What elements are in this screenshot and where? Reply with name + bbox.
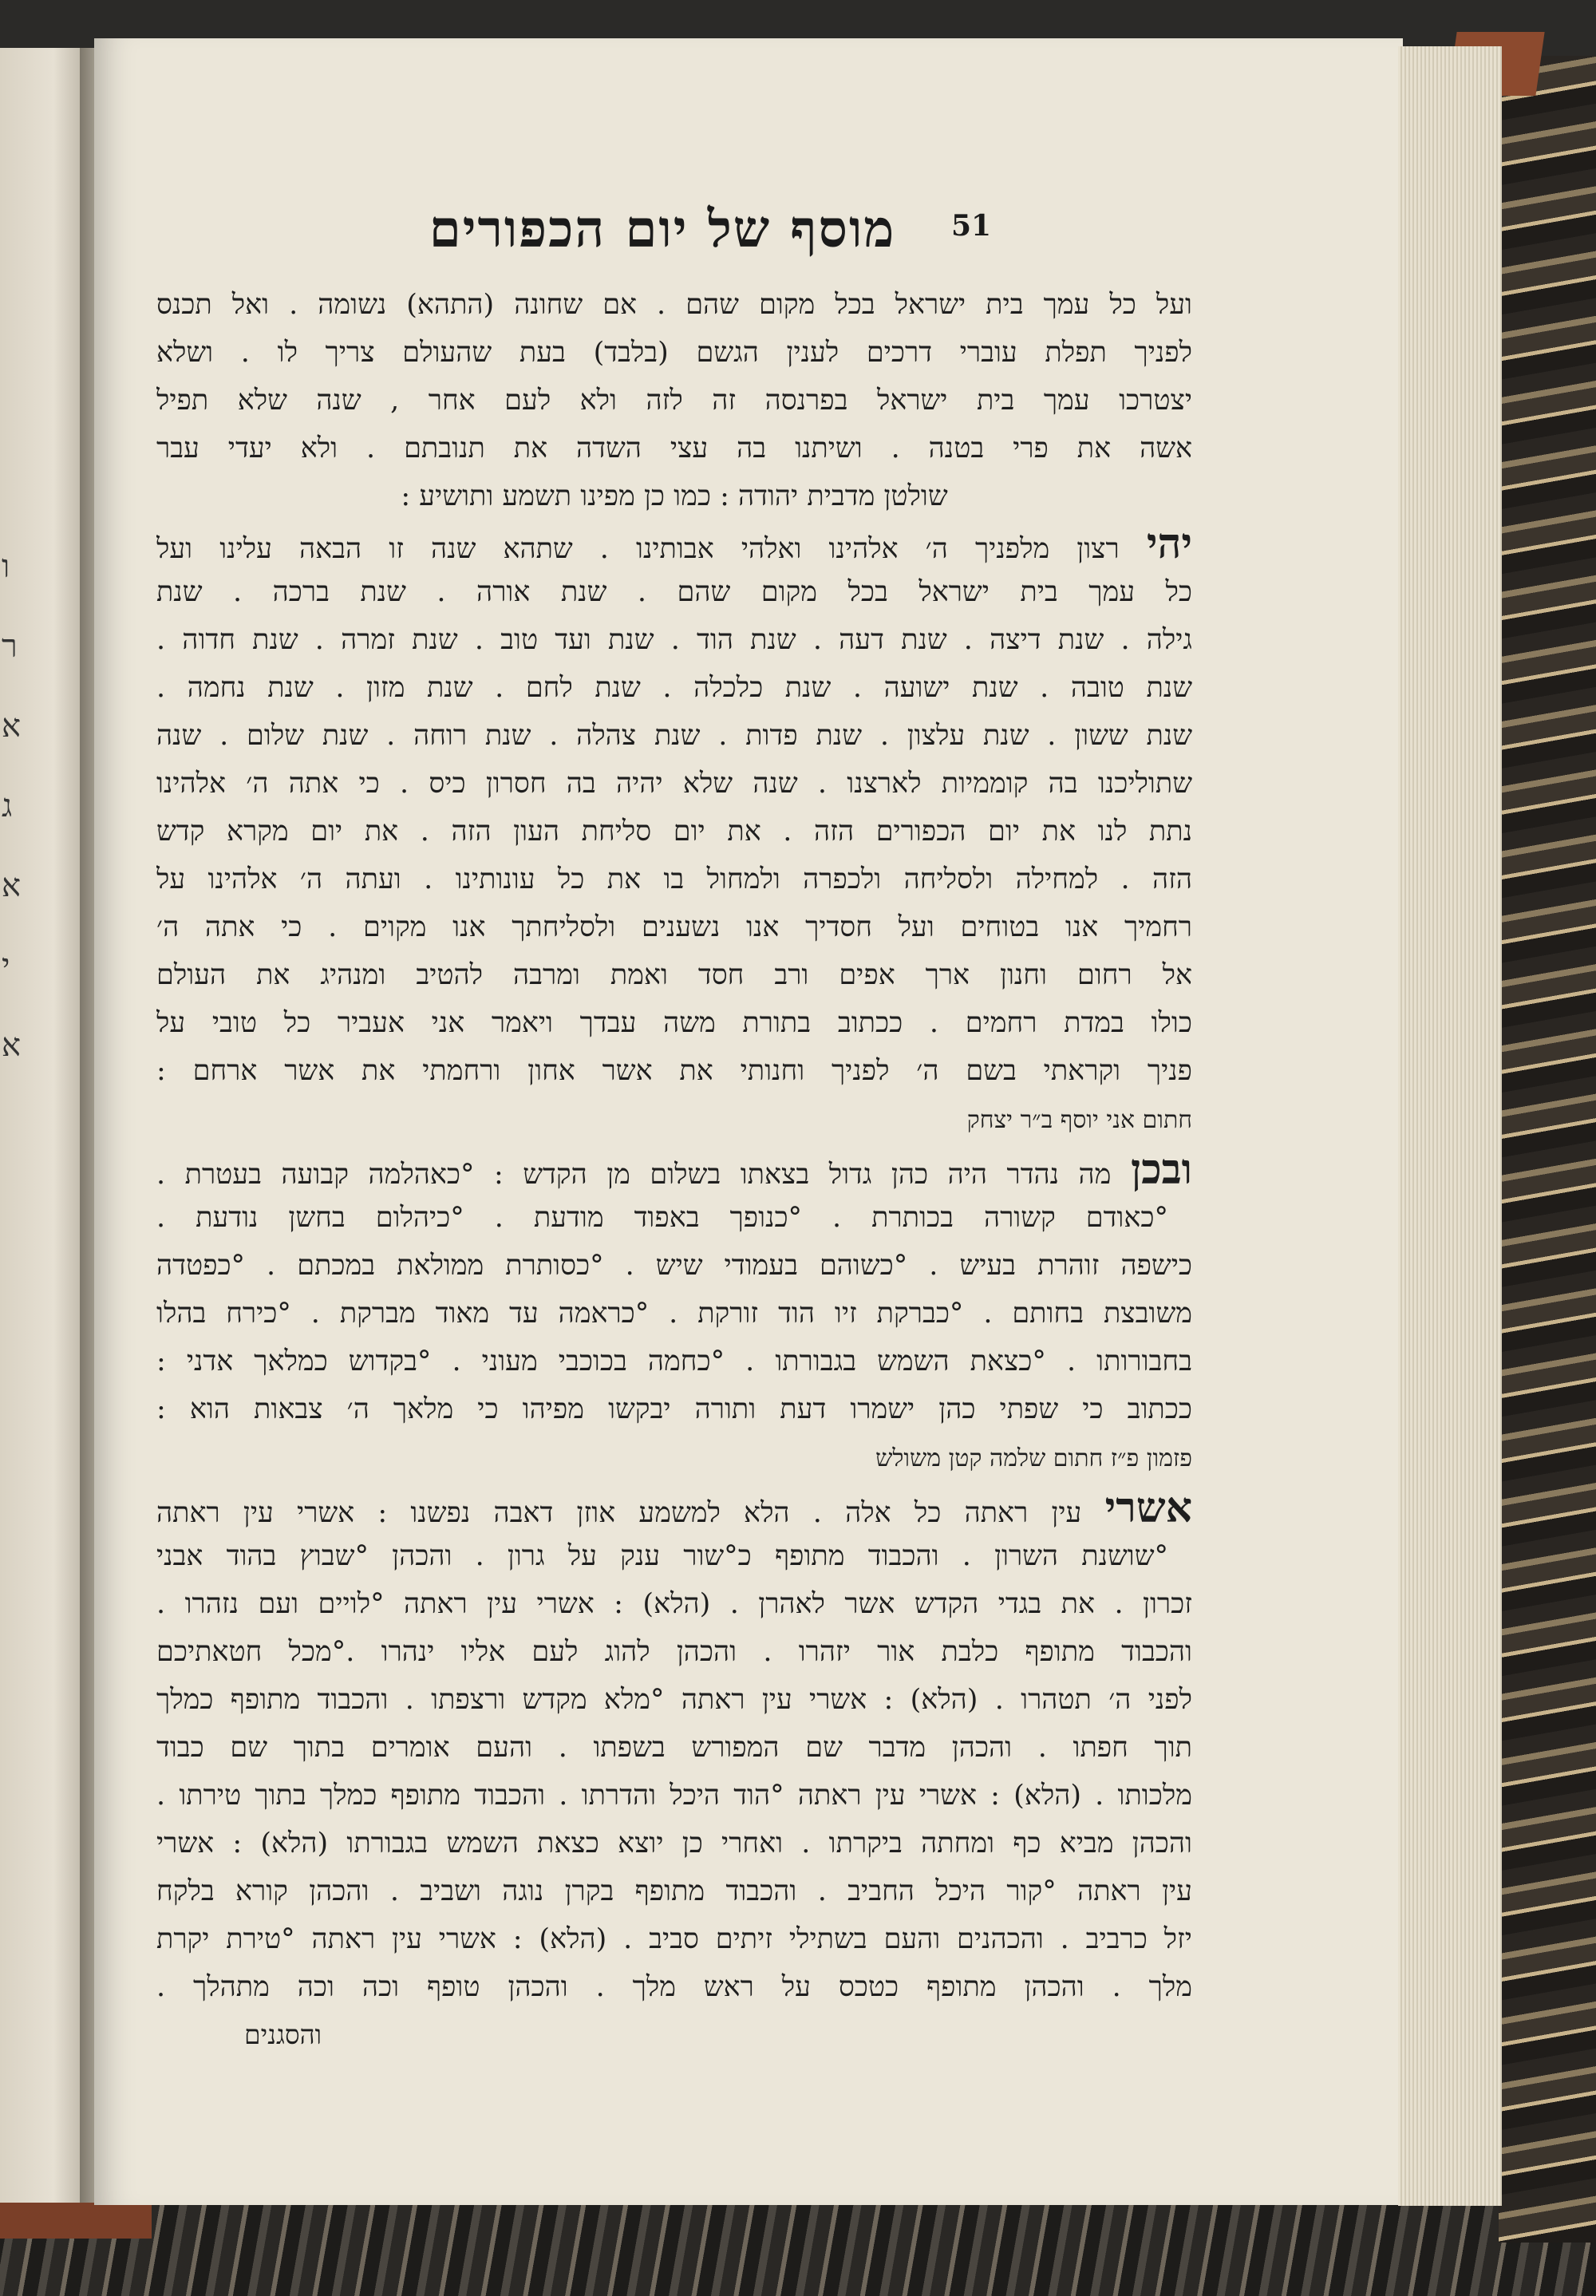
text-line: °כאודם קשורה בכותרת . °כנופך באפוד מודעת . °כיהלום בחשן נודעת . (156, 1202, 1168, 1234)
text-line: שנת ששון . שנת עלצון . שנת פדות . שנת צהלה . שנת רוחה . שנת שלום . שנה (156, 720, 1192, 752)
text-line: רחמיך אנו בטוחים ועל חסדיך אנו נשענים ולסליחתך אנו מקוים . כי אתה ה׳ (156, 911, 1192, 943)
text-line: זכרון . את בגדי הקדש אשר לאהרן . (הלא) : אשרי עין ראתה °לויים ועם נזהרו . (156, 1588, 1192, 1620)
text-line: גילה . שנת דיצה . שנת דעה . שנת הוד . שנת ועד טוב . שנת זמרה . שנת חדוה . (156, 624, 1192, 656)
section-label: חתום אני יוסף ב״ר יצחק (966, 1106, 1192, 1134)
text-line: ככתוב כי שפתי כהן ישמרו דעת ותורה יבקשו מפיהו כי מלאך ה׳ צבאות הוא : (156, 1393, 1192, 1425)
left-edge-glyph: ג (2, 788, 13, 824)
left-edge-glyph: א (2, 708, 22, 745)
left-edge-glyph: י (2, 947, 10, 984)
text-line: אל רחום וחנון ארך אפים ורב חסד ואמת ומרבה להטיב ומנהיג את העולם (156, 959, 1192, 991)
text-line: פניך וקראתי בשם ה׳ לפניך וחנותי את אשר אחון ורחמתי את אשר ארחם : (156, 1055, 1192, 1087)
left-page-edge-text (2, 527, 22, 1085)
text-line: תוך חפתו . והכהן מדבר שם המפורש בשפתו . והעם אומרים בתוך שם כבוד (156, 1732, 1192, 1764)
left-edge-glyph: א (2, 1027, 22, 1064)
initial-word: יהי (1146, 520, 1192, 568)
text-line: °שושנת השרון . והכבוד מתופף כ°שור ענק על גרון . והכהן °שבוץ בהוד אבני (156, 1540, 1168, 1572)
text-line: הזה . למחילה ולסליחה ולכפרה ולמחול בו את כל עונותינו . ועתה ה׳ אלהינו על (156, 863, 1192, 895)
text-line: מלכותו . (הלא) : אשרי עין ראתה °הוד היכל והדרתו . והכבוד מתופף כמלך בתוך טירתו . (156, 1780, 1192, 1812)
text-line: שולטן מדבית יהודה : כמו כן מפינו תשמע ותושיע : (401, 480, 948, 512)
text-block (156, 281, 1192, 2059)
paragraph-opening-line (156, 1146, 1192, 1194)
left-edge-glyph: א (2, 867, 22, 904)
text-line: מלך . והכהן מתופף כטכס על ראש מלך . והכהן טופף וכה וכה מתהלך . (156, 1971, 1192, 2003)
initial-word: אשרי (1104, 1484, 1192, 1532)
text-line: שנת טובה . שנת ישועה . שנת כלכלה . שנת לחם . שנת מזון . שנת נחמה . (156, 672, 1192, 704)
text-line: לפני ה׳ תטהרו . (הלא) : אשרי עין ראתה °מלא מקדש ורצפתו . והכבוד מתופף כמלך (156, 1684, 1192, 1716)
running-title: מוסף של יום הכפורים (429, 200, 896, 259)
text-line: בחבורותו . °כצאת השמש בגבורתו . °כחמה בכוכבי מעוני . °בקדוש כמלאך אדני : (156, 1346, 1192, 1377)
text-line: והכבוד מתופף כלבת אור יזהרו . והכהן להוג לעם אליו ינהרו .°מכל חטאתיכם (156, 1636, 1192, 1668)
text-line: כולו במדת רחמים . ככתוב בתורת משה עבדך ויאמר אני אעביר כל טובי על (156, 1007, 1192, 1039)
page-number: 51 (951, 209, 992, 243)
section-label: פזמון פ״ז חתום שלמה קטן משולש (875, 1444, 1192, 1472)
text-line: שתוליכנו בה קוממיות לארצנו . שנה שלא יהיה בה חסרון כיס . כי אתה ה׳ אלהינו (156, 768, 1192, 800)
paragraph-opening-line (156, 520, 1192, 568)
left-edge-glyph: ר (2, 628, 18, 665)
text-span: רצון מלפניך ה׳ אלהינו ואלהי אבותינו . שתהא שנה זו הבאה עלינו ועל (156, 533, 1120, 565)
text-line: נתת לנו את יום הכפורים הזה . את יום סליחת העון הזה . את יום מקרא קדש (156, 816, 1192, 848)
text-line: יזל כרביב . והכהנים והעם בשתילי זיתים סביב . (הלא) : אשרי עין ראתה °טירת יקרת (156, 1923, 1192, 1955)
text-span: עין ראתה כל אלה . הלא למשמע אוזן דאבה נפשנו : אשרי עין ראתה (156, 1497, 1082, 1529)
initial-word: ובכן (1130, 1146, 1192, 1194)
page-block-edge (1398, 46, 1502, 2206)
paragraph-opening-line (156, 1484, 1192, 1532)
text-line: כל עמך בית ישראל בכל מקום שהם . שנת אורה . שנת ברכה . שנת (156, 576, 1192, 608)
left-edge-glyph: ו (2, 548, 10, 585)
text-line: יצטרכו עמך בית ישראל בפרנסה זה לזה ולא לעם אחר , שנה שלא תפיל (156, 385, 1192, 417)
left-page (0, 48, 89, 2203)
text-line: משובצת בחותם . °כברקת זיו הוד זורקת . °כראמה עד מאוד מברקת . °כירח בהלו (156, 1298, 1192, 1330)
catchword: והסגנים (244, 2019, 322, 2050)
page-header (144, 200, 1181, 271)
text-line: כישפה זוהרת בעיש . °כשוהם בעמודי שיש . °כסותרת ממולאת במכתם . °כפטדה (156, 1250, 1192, 1282)
text-line: אשה את פרי בטנה . ושיתנו בה עצי השדה את תנובתם . ולא יעדי עבר (156, 433, 1192, 464)
text-span: מה נהדר היה כהן גדול בצאתו בשלום מן הקדש : °כאהלמה קבועה בעטרת . (156, 1159, 1112, 1191)
book-cover-right (1499, 56, 1596, 2243)
text-line: לפניך תפלת עוברי דרכים לענין הגשם (בלבד) בעת שהעולם צריך לו . ושלא (156, 337, 1192, 369)
text-line: והכהן מביא כף ומחתה ביקרתו . ואחרי כן יוצא כצאת השמש בגבורתו (הלא) : אשרי (156, 1828, 1192, 1859)
text-line: עין ראתה °קור היכל החביב . והכבוד מתופף בקרן נוגה ושביב . והכהן קורא בלקח (156, 1875, 1192, 1907)
text-line: ועל כל עמך בית ישראל בכל מקום שהם . אם שחונה (התהא) נשומה . ואל תכנס (156, 289, 1192, 321)
